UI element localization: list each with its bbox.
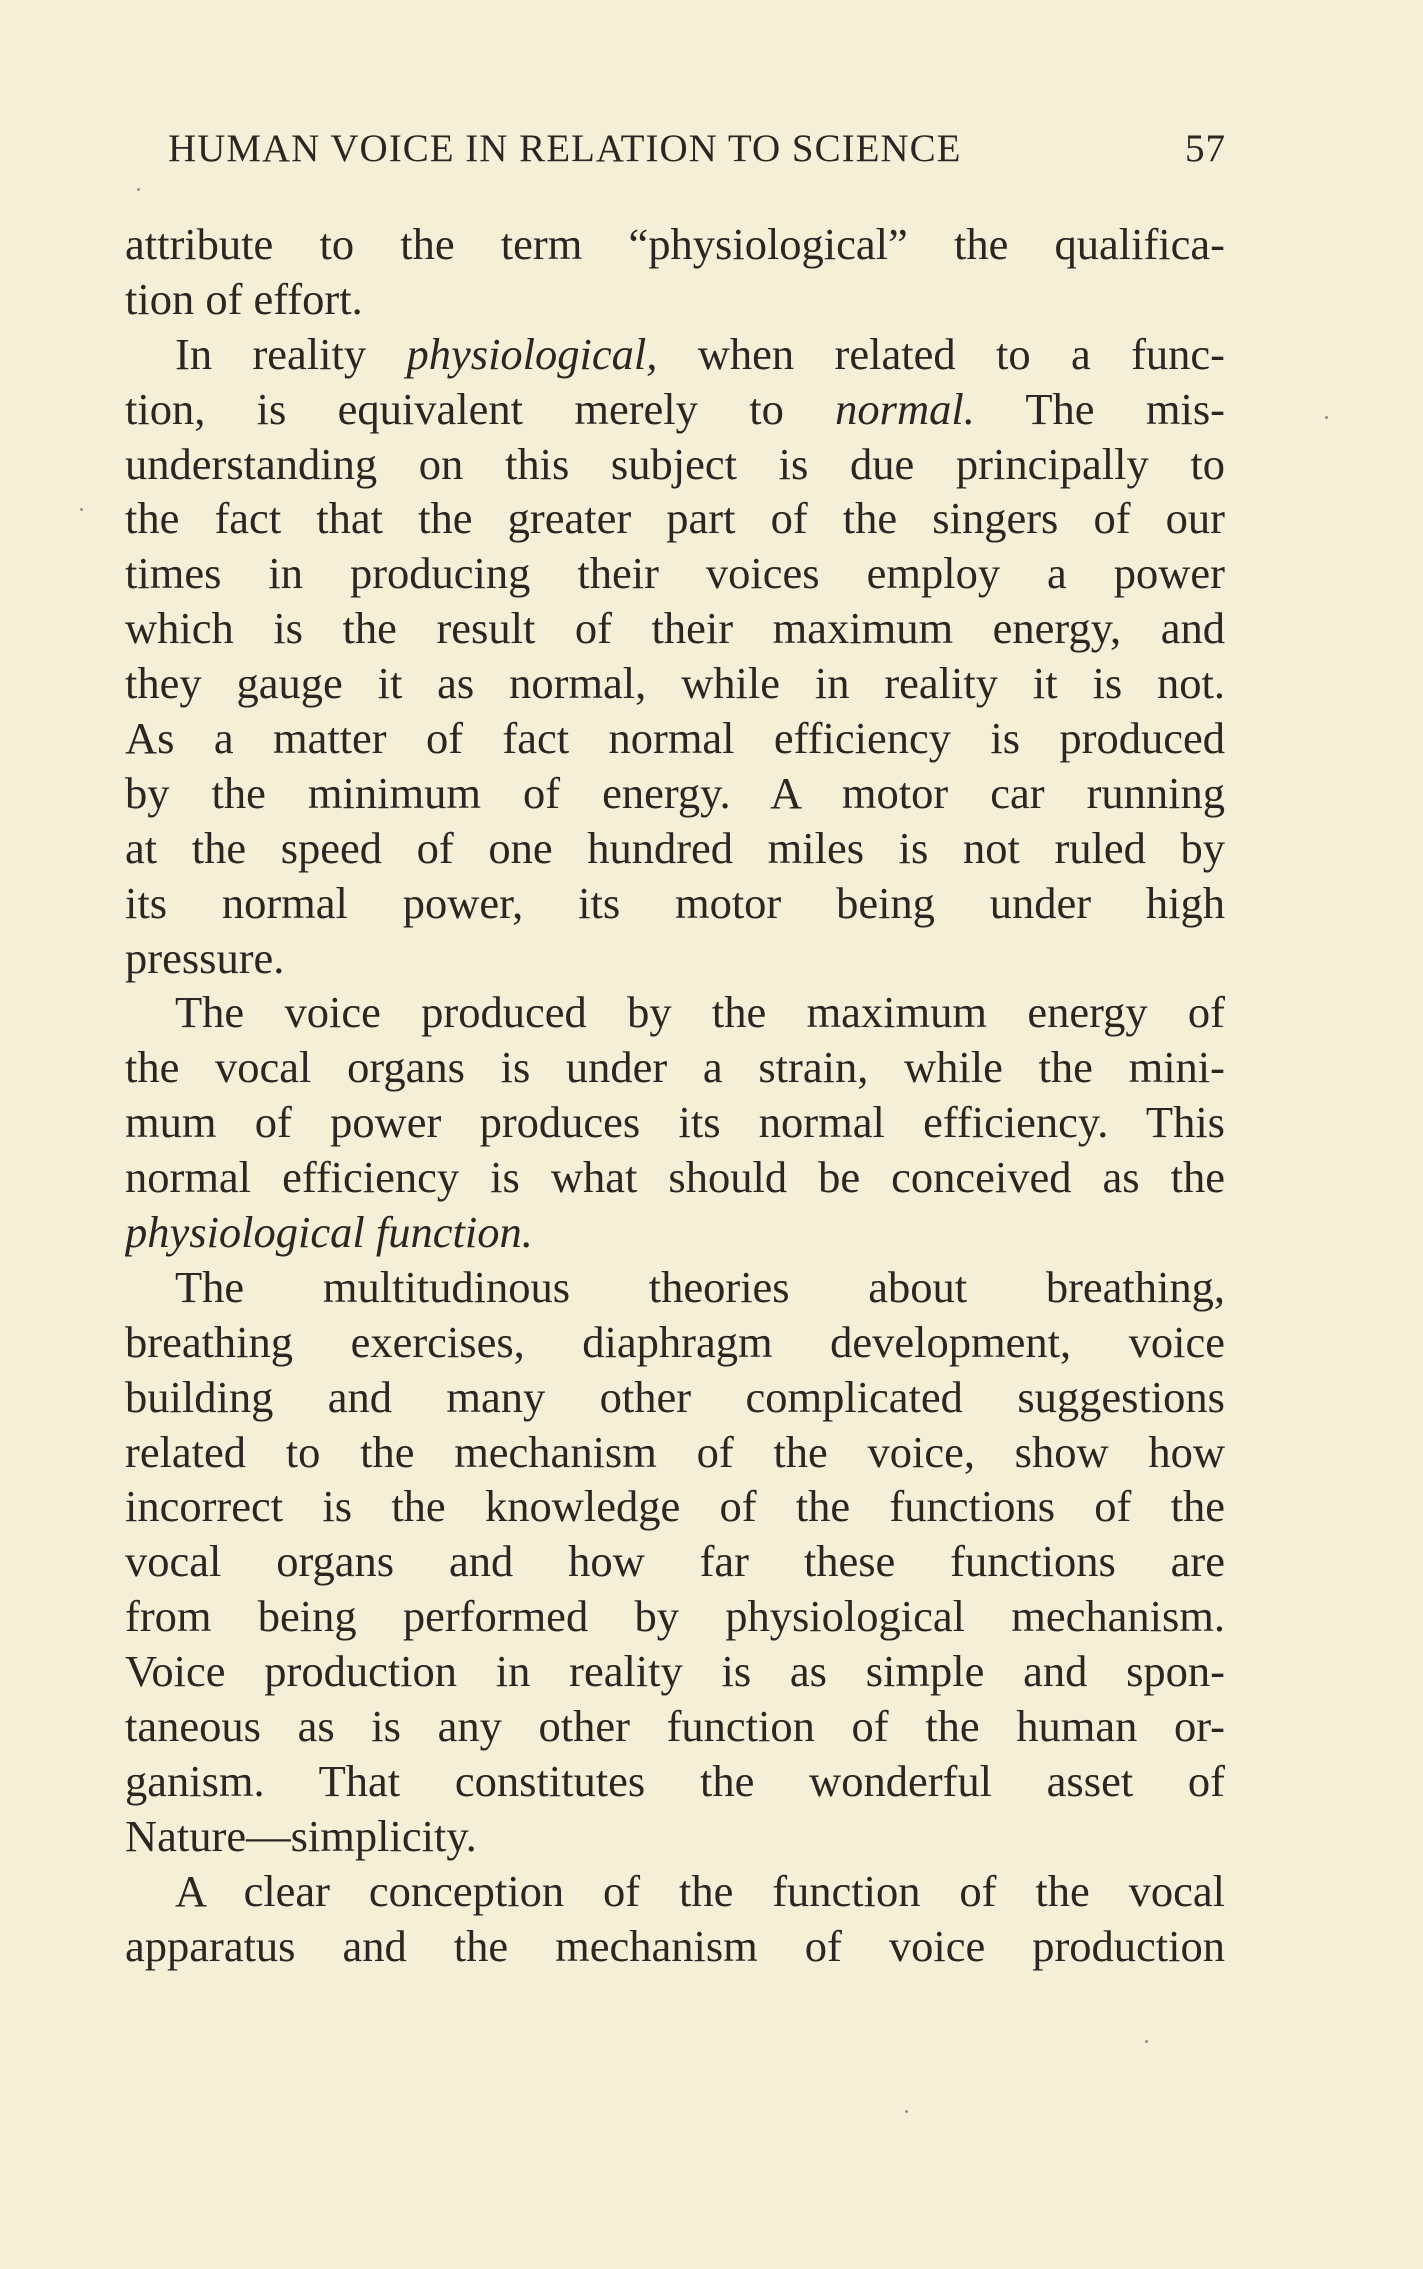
text-line: incorrect is the knowledge of the functions of the (125, 1481, 1225, 1532)
text-line: In reality physiological, when related to a func- (175, 328, 1225, 379)
text-line: normal efficiency is what should be conceived as the (125, 1152, 1225, 1203)
emphasis: normal. (835, 383, 975, 434)
text-line: building and many other complicated suggestions (125, 1371, 1225, 1422)
text-line: mum of power produces its normal efficiency. This (125, 1097, 1225, 1148)
text-line: pressure. (125, 932, 285, 983)
text-line: A clear conception of the function of the vocal (175, 1865, 1225, 1916)
paper-speck (137, 188, 140, 191)
text-line: breathing exercises, diaphragm development, voice (125, 1316, 1225, 1367)
paper-speck (1325, 416, 1328, 419)
text-line: As a matter of fact normal efficiency is produced (125, 713, 1225, 764)
text-line: times in producing their voices employ a power (125, 548, 1225, 599)
text-line: which is the result of their maximum energy, and (125, 603, 1225, 654)
running-head (168, 126, 1226, 178)
text-line: they gauge it as normal, while in reality it is not. (125, 658, 1225, 709)
text-line: attribute to the term “physiological” the qualifica- (125, 219, 1225, 269)
text-line: the fact that the greater part of the singers of our (125, 493, 1225, 544)
text-line: vocal organs and how far these functions are (125, 1536, 1225, 1587)
paper-speck (905, 2110, 908, 2113)
text-line: tion of effort. (125, 273, 363, 324)
emphasis: physiological, (406, 328, 658, 379)
text-line: apparatus and the mechanism of voice production (125, 1920, 1225, 1971)
text-line: at the speed of one hundred miles is not ruled by (125, 822, 1225, 873)
text-line: the vocal organs is under a strain, while the mini- (125, 1042, 1225, 1093)
text-line: by the minimum of energy. A motor car running (125, 767, 1225, 818)
text-line: taneous as is any other function of the human or- (125, 1701, 1225, 1752)
text-line: understanding on this subject is due principally to (125, 438, 1225, 489)
text-line: its normal power, its motor being under high (125, 877, 1225, 928)
text-line: related to the mechanism of the voice, show how (125, 1426, 1225, 1477)
text-line: The multitudinous theories about breathing, (175, 1261, 1225, 1312)
text-line: The voice produced by the maximum energy of (175, 987, 1225, 1038)
paper-speck (80, 508, 83, 511)
text-line (125, 1205, 1225, 1260)
page-number: 57 (1185, 127, 1226, 170)
text-line: Nature—simplicity. (125, 1810, 477, 1861)
paper-speck (1145, 2040, 1148, 2043)
body-text (125, 217, 1225, 1974)
text-line: ganism. That constitutes the wonderful asset of (125, 1755, 1225, 1806)
text-line: from being performed by physiological mechanism. (125, 1591, 1225, 1642)
text-line: Voice production in reality is as simple and spon- (125, 1646, 1225, 1697)
running-title: HUMAN VOICE IN RELATION TO SCIENCE (168, 127, 962, 170)
emphasis: physiological function. (125, 1207, 533, 1258)
text-line: tion, is equivalent merely to normal. The mis- (125, 383, 1225, 434)
